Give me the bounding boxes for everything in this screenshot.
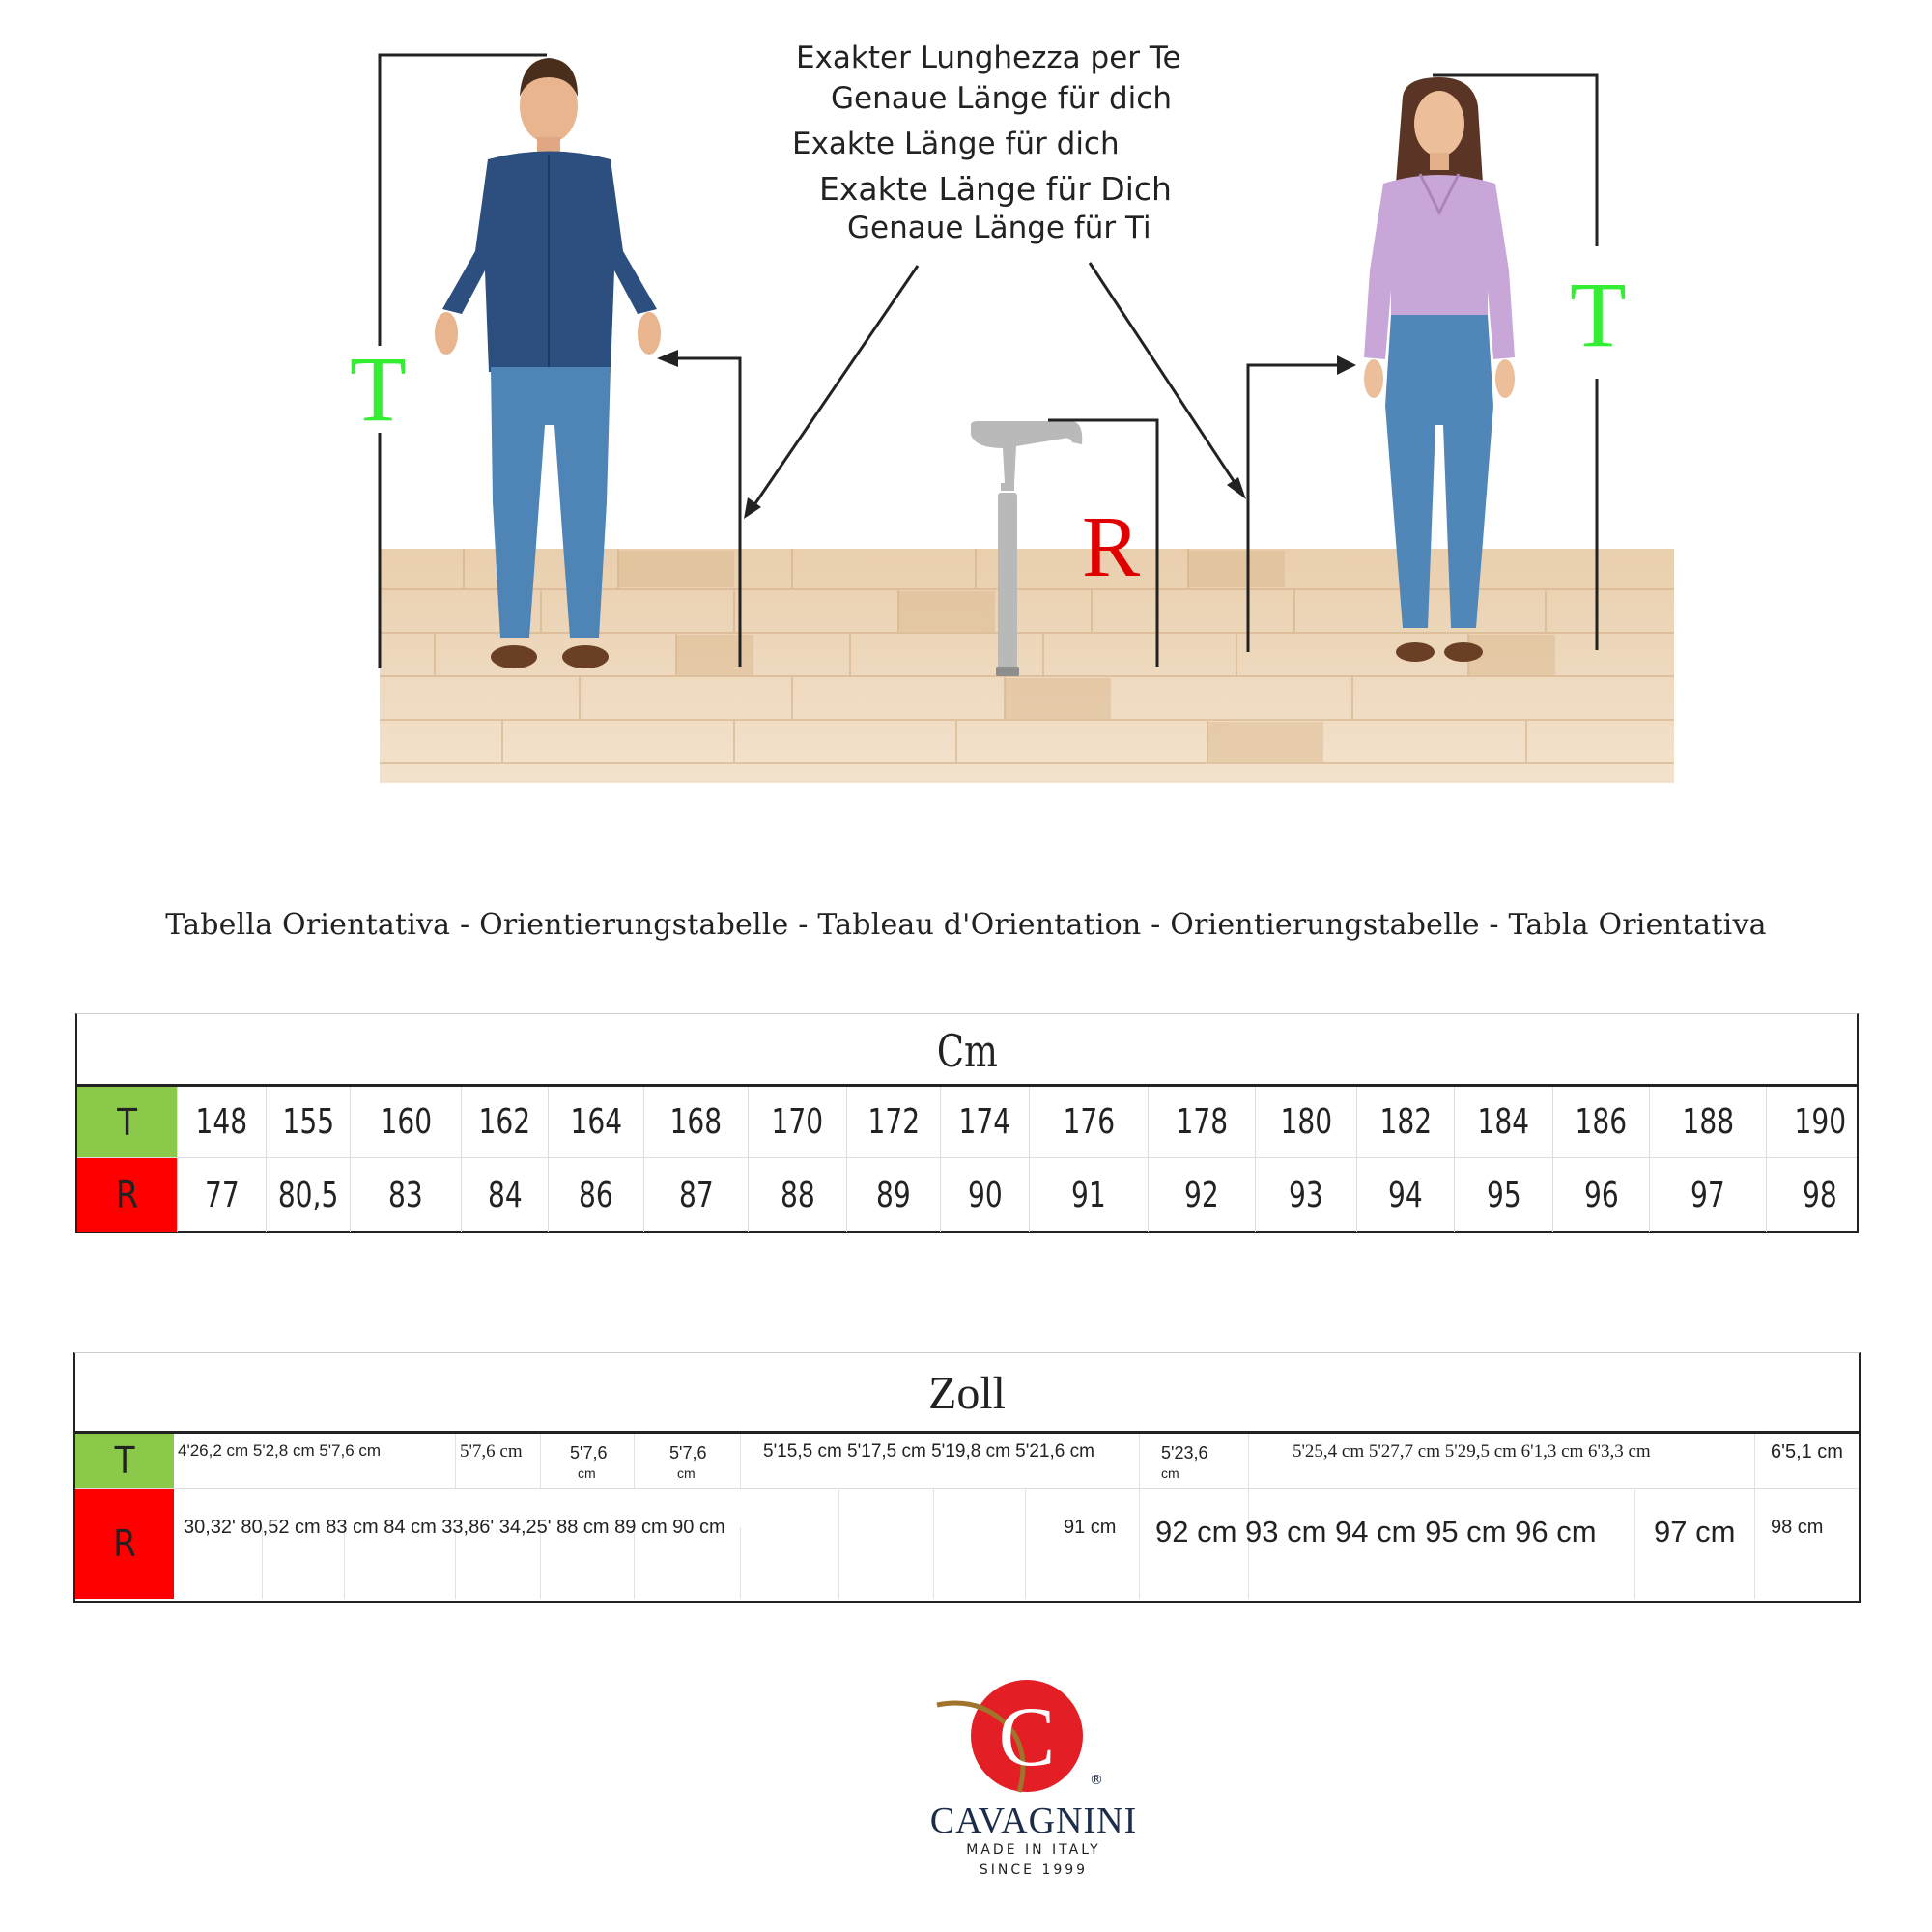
cm-cell-r-17 bbox=[1766, 1158, 1873, 1232]
caption-german-2: Exakte Länge für dich bbox=[792, 127, 1120, 161]
zoll-T-run-7: 5'25,4 cm 5'27,7 cm 5'29,5 cm 6'1,3 cm 6'3,3 cm bbox=[1293, 1441, 1651, 1462]
cm-value: 186 bbox=[1575, 1102, 1628, 1142]
cm-cell-t-10 bbox=[1029, 1087, 1148, 1157]
label-T-woman: T bbox=[1570, 263, 1627, 366]
cm-value: 84 bbox=[487, 1175, 523, 1215]
cm-value: 91 bbox=[1071, 1175, 1106, 1215]
cm-value: 90 bbox=[967, 1175, 1003, 1215]
cm-cell-t-1 bbox=[177, 1087, 266, 1157]
cm-cell-r-13 bbox=[1356, 1158, 1454, 1232]
cm-value: 94 bbox=[1388, 1175, 1423, 1215]
cm-cell-t-12 bbox=[1255, 1087, 1356, 1157]
cm-cell-t-8 bbox=[846, 1087, 940, 1157]
zoll-R-run-1: 30,32' 80,52 cm 83 cm 84 cm 33,86' 34,25' 88 cm 89 cm 90 cm bbox=[184, 1517, 725, 1538]
cm-value: 96 bbox=[1583, 1175, 1619, 1215]
zoll-T-run-6: 5'23,6 bbox=[1161, 1443, 1208, 1463]
zoll-row-R bbox=[75, 1489, 1859, 1599]
cm-value: 89 bbox=[876, 1175, 911, 1215]
zoll-T-run-3-unit: cm bbox=[578, 1465, 596, 1481]
cm-cell-t-3 bbox=[350, 1087, 461, 1157]
cm-heading-text: Cm bbox=[936, 1025, 998, 1077]
cm-cell-r-15 bbox=[1552, 1158, 1649, 1232]
zoll-size-table bbox=[73, 1352, 1861, 1603]
cm-cell-t-14 bbox=[1454, 1087, 1552, 1157]
zoll-T-run-4: 5'7,6 bbox=[669, 1443, 707, 1463]
logo-since: SINCE 1999 bbox=[979, 1862, 1089, 1878]
cm-cell-r-9 bbox=[940, 1158, 1029, 1232]
zoll-row-label-R: R bbox=[75, 1489, 174, 1599]
cm-value: 92 bbox=[1184, 1175, 1219, 1215]
cm-cell-t-13 bbox=[1356, 1087, 1454, 1157]
cm-value: 184 bbox=[1477, 1102, 1530, 1142]
cm-cell-r-2 bbox=[266, 1158, 350, 1232]
cm-value: 88 bbox=[780, 1175, 815, 1215]
logo-mark bbox=[918, 1676, 1150, 1797]
zoll-table-heading bbox=[75, 1353, 1859, 1434]
logo-brand: CAVAGNINI bbox=[929, 1801, 1138, 1841]
table-title: Tabella Orientativa - Orientierungstabelle - Tableau d'Orientation - Orientierungstabelle - Tabla Orientativa bbox=[165, 908, 1767, 942]
zoll-T-run-2: 5'7,6 cm bbox=[460, 1441, 523, 1462]
cm-value: 164 bbox=[570, 1102, 622, 1142]
cm-value: 160 bbox=[380, 1102, 432, 1142]
cavagnini-logo bbox=[918, 1676, 1150, 1884]
cm-value: 170 bbox=[771, 1102, 824, 1142]
cm-value: 98 bbox=[1803, 1175, 1837, 1215]
cm-cell-t-4 bbox=[461, 1087, 548, 1157]
cm-value: 182 bbox=[1379, 1102, 1432, 1142]
cm-value: 188 bbox=[1682, 1102, 1734, 1142]
cm-row-label-T: T bbox=[77, 1087, 177, 1157]
cm-row-R bbox=[77, 1158, 1857, 1232]
cm-cell-t-6 bbox=[643, 1087, 748, 1157]
caption-german-3: Exakte Länge für Dich bbox=[819, 170, 1172, 208]
cm-value: 87 bbox=[678, 1175, 714, 1215]
cm-cell-r-1 bbox=[177, 1158, 266, 1232]
cm-cell-r-5 bbox=[548, 1158, 643, 1232]
cm-cell-r-4 bbox=[461, 1158, 548, 1232]
cm-cell-t-9 bbox=[940, 1087, 1029, 1157]
cm-value: 174 bbox=[958, 1102, 1011, 1142]
cm-row-T bbox=[77, 1087, 1857, 1158]
cm-cell-r-3 bbox=[350, 1158, 461, 1232]
cm-value: 178 bbox=[1176, 1102, 1228, 1142]
zoll-T-run-3: 5'7,6 bbox=[570, 1443, 608, 1463]
zoll-row-label-T: T bbox=[75, 1434, 174, 1488]
cm-cell-r-12 bbox=[1255, 1158, 1356, 1232]
cm-value: 155 bbox=[282, 1102, 334, 1142]
cm-cell-r-14 bbox=[1454, 1158, 1552, 1232]
zoll-T-run-6-unit: cm bbox=[1161, 1465, 1179, 1481]
cm-cell-t-17 bbox=[1766, 1087, 1873, 1157]
illustration-graphic bbox=[0, 0, 1932, 802]
label-R-cane: R bbox=[1082, 499, 1141, 595]
label-T-man: T bbox=[350, 337, 407, 440]
zoll-R-run-5: 98 cm bbox=[1771, 1517, 1824, 1538]
cm-value: 148 bbox=[195, 1102, 248, 1142]
zoll-R-run-4: 97 cm bbox=[1654, 1515, 1736, 1548]
cm-cell-r-6 bbox=[643, 1158, 748, 1232]
logo-letter: C bbox=[998, 1690, 1056, 1784]
cm-value: 176 bbox=[1063, 1102, 1115, 1142]
cm-cell-t-11 bbox=[1148, 1087, 1255, 1157]
cm-size-table bbox=[75, 1013, 1859, 1233]
cm-value: 190 bbox=[1794, 1102, 1846, 1142]
caption-german-4: Genaue Länge für Ti bbox=[847, 211, 1151, 245]
cm-value: 93 bbox=[1289, 1175, 1323, 1215]
cm-table-heading bbox=[77, 1014, 1857, 1087]
cm-cell-r-7 bbox=[748, 1158, 846, 1232]
cm-value: 80,5 bbox=[277, 1175, 339, 1215]
logo-registered: ® bbox=[1090, 1773, 1103, 1788]
cm-cell-r-11 bbox=[1148, 1158, 1255, 1232]
cm-cell-t-2 bbox=[266, 1087, 350, 1157]
zoll-R-run-3: 92 cm 93 cm 94 cm 95 cm 96 cm bbox=[1155, 1515, 1597, 1548]
cm-value: 172 bbox=[867, 1102, 920, 1142]
zoll-T-run-8: 6'5,1 cm bbox=[1771, 1441, 1843, 1463]
cm-cell-t-15 bbox=[1552, 1087, 1649, 1157]
cm-value: 180 bbox=[1280, 1102, 1332, 1142]
cm-value: 97 bbox=[1690, 1175, 1725, 1215]
logo-made-in-italy: MADE IN ITALY bbox=[966, 1842, 1101, 1858]
cm-cell-t-7 bbox=[748, 1087, 846, 1157]
caption-italian: Exakter Lunghezza per Te bbox=[796, 41, 1181, 75]
cm-cell-r-8 bbox=[846, 1158, 940, 1232]
zoll-T-run-1: 4'26,2 cm 5'2,8 cm 5'7,6 cm bbox=[178, 1441, 382, 1460]
cm-cell-r-16 bbox=[1649, 1158, 1766, 1232]
caption-german-1: Genaue Länge für dich bbox=[831, 81, 1172, 116]
zoll-row-T bbox=[75, 1434, 1859, 1489]
zoll-T-run-5: 5'15,5 cm 5'17,5 cm 5'19,8 cm 5'21,6 cm bbox=[763, 1441, 1094, 1462]
cm-cell-r-10 bbox=[1029, 1158, 1148, 1232]
zoll-heading-text: Zoll bbox=[928, 1368, 1006, 1419]
cm-value: 95 bbox=[1486, 1175, 1521, 1215]
cm-row-label-R: R bbox=[77, 1158, 177, 1232]
cm-value: 162 bbox=[478, 1102, 531, 1142]
cm-value: 168 bbox=[669, 1102, 723, 1142]
cm-cell-t-5 bbox=[548, 1087, 643, 1157]
cm-cell-t-16 bbox=[1649, 1087, 1766, 1157]
illustration bbox=[0, 0, 1932, 802]
cm-value: 86 bbox=[579, 1175, 613, 1215]
cm-value: 77 bbox=[204, 1175, 240, 1215]
zoll-T-run-4-unit: cm bbox=[677, 1465, 696, 1481]
zoll-R-run-2: 91 cm bbox=[1064, 1517, 1117, 1538]
cm-value: 83 bbox=[388, 1175, 423, 1215]
